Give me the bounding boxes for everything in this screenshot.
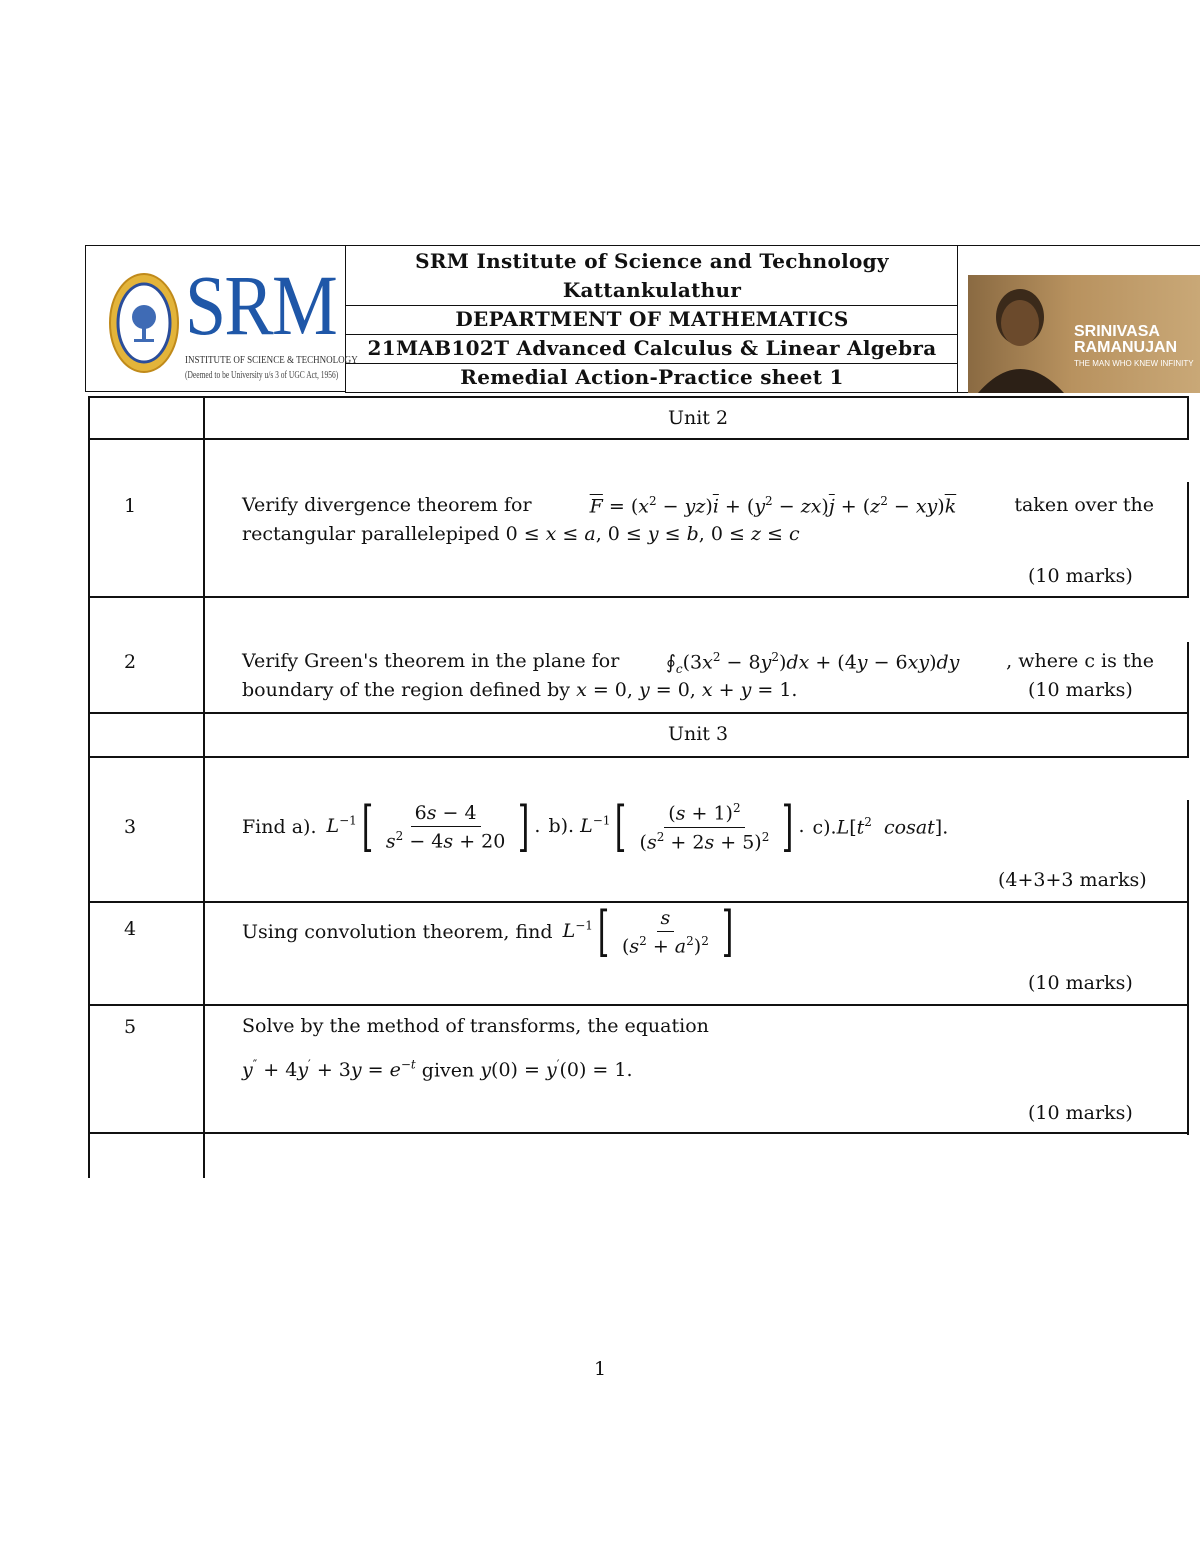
srm-logo (105, 257, 358, 386)
question-3-intro: Find a). (242, 816, 317, 838)
question-4-line-1 (242, 900, 738, 964)
logo-wordmark: SRM (185, 257, 337, 353)
question-2-number: 2 (123, 651, 137, 673)
question-2-region-expression: x = 0, y = 0, x + y = 1. (576, 679, 798, 701)
unit-3-label: Unit 3 (667, 723, 729, 745)
course-title: 21MAB102T Advanced Calculus & Linear Algebra (367, 336, 937, 360)
question-2-tail: , where c is the (1006, 650, 1154, 672)
logo-subtitle: INSTITUTE OF SCIENCE & TECHNOLOGY (185, 354, 358, 366)
question-1-region-expression: 0 ≤ x ≤ a, 0 ≤ y ≤ b, 0 ≤ z ≤ c (505, 523, 800, 545)
unit-2-label: Unit 2 (667, 407, 729, 429)
question-4-number: 4 (123, 918, 137, 940)
question-2-integral-expression: $∮_c(3x^2 - 8y^2)dx + (4y - 6xy)dy$ (666, 650, 960, 677)
question-5-line-2 (242, 1058, 632, 1081)
question-2-intro: Verify Green's theorem in the plane for (242, 650, 620, 672)
question-5-conditions: y(0) = y′(0) = 1. (480, 1058, 633, 1082)
question-2-region-label: boundary of the region defined by (242, 679, 571, 701)
page-number: 1 (593, 1358, 607, 1380)
ramanujan-banner (968, 275, 1200, 393)
question-5-line-1: Solve by the method of transforms, the equation (242, 1015, 709, 1037)
portrait-name-1: SRINIVASA (1074, 323, 1160, 340)
question-5-number: 5 (123, 1016, 137, 1038)
question-3-part-b: b). $L^{-1}$[ $\frac{(s + 1)^2}{(s^2 + 2s + 5)^2}$ ] . (548, 795, 805, 858)
portrait-name-2: RAMANUJAN (1074, 339, 1178, 356)
question-5-equation: $y'' + 4y' + 3y = e^{-t}$ (242, 1058, 416, 1082)
question-4-marks: (10 marks) (1028, 972, 1133, 994)
question-1-marks: (10 marks) (1028, 565, 1133, 587)
question-1-number: 1 (123, 495, 137, 517)
question-1-line-1 (242, 494, 1154, 517)
question-2-line-1 (242, 650, 1154, 676)
question-5-marks: (10 marks) (1028, 1102, 1133, 1124)
portrait-icon (968, 275, 1068, 393)
question-3-part-c: $c).L[t^2$ cosat]. (812, 815, 949, 839)
question-3-marks: (4+3+3 marks) (998, 869, 1147, 891)
question-2-marks: (10 marks) (1028, 679, 1133, 701)
question-1-line-2 (242, 523, 800, 545)
question-3-number: 3 (123, 816, 137, 838)
question-1-region-label: rectangular parallelepiped (242, 523, 500, 545)
sheet-title: Remedial Action-Practice sheet 1 (460, 365, 844, 389)
question-5-given: given (421, 1059, 475, 1082)
department-name: DEPARTMENT OF MATHEMATICS (455, 307, 849, 331)
question-4-intro: Using convolution theorem, find (242, 921, 553, 943)
question-1-intro: Verify divergence theorem for (242, 494, 532, 516)
portrait-tagline: THE MAN WHO KNEW INFINITY (1074, 359, 1194, 368)
institute-name: SRM Institute of Science and Technology (415, 249, 889, 273)
question-3-part-a: $L^{-1}$[ $\frac{6s - 4}{s^2 - 4s + 20}$ ] . (326, 795, 541, 858)
srm-seal-icon (108, 271, 180, 375)
question-4-expression: $L^{-1}$[ $\frac{s}{(s^2 + a^2)^2}$ ] (562, 900, 734, 963)
question-2-line-2 (242, 679, 797, 701)
question-1-tail: taken over the (1014, 494, 1154, 516)
question-1-field-expression: $\overline{F} = (x^2 - yz)\overline{i} + (y^2 - zx)\overline{j} + (z^2 - xy)\overline{k}$ (589, 494, 957, 518)
logo-tagline: (Deemed to be University u/s 3 of UGC Act, 1956) (185, 370, 339, 381)
question-3-line-1 (242, 795, 948, 859)
campus-name: Kattankulathur (562, 278, 742, 302)
